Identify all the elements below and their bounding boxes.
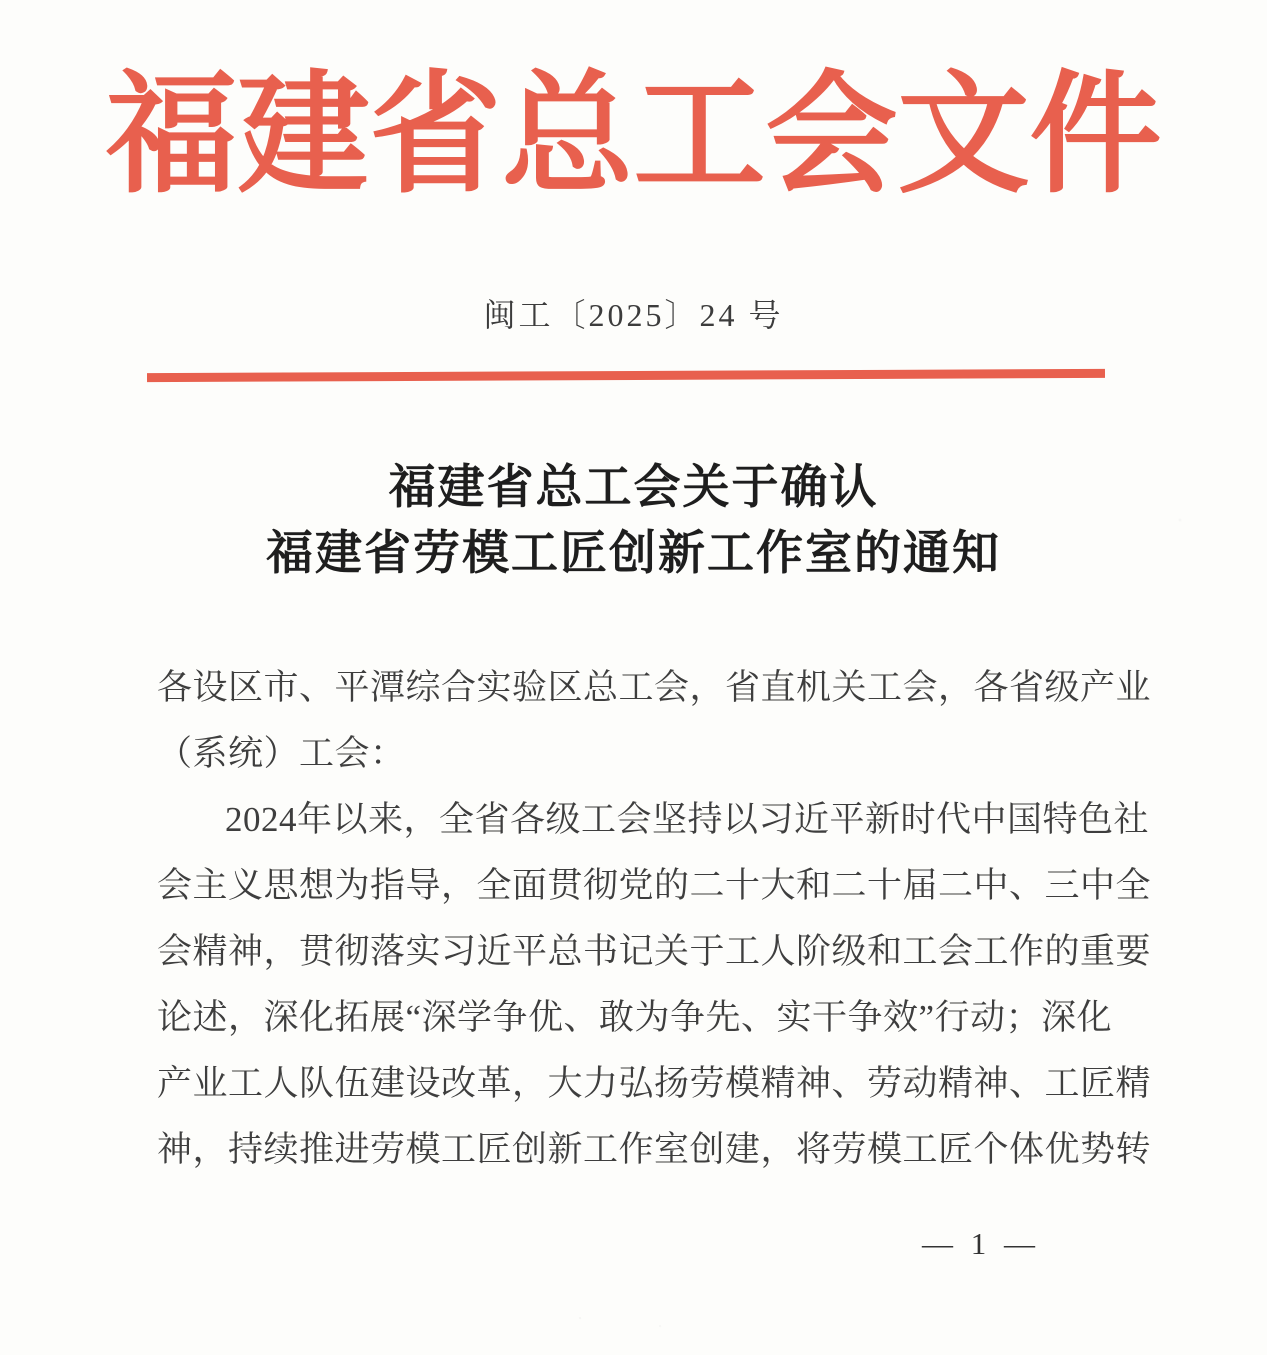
- red-separator-rule: [147, 369, 1105, 382]
- paragraph-line: 2024年以来，全省各级工会坚持以习近平新时代中国特色社: [225, 800, 1150, 839]
- page-number: — 1 —: [922, 1226, 1040, 1261]
- paragraph-line: 会精神，贯彻落实习近平总书记关于工人阶级和工会工作的重要: [157, 932, 1152, 971]
- letterhead-title: 福建省总工会文件: [105, 62, 1162, 209]
- paragraph-line: 产业工人队伍建设改革，大力弘扬劳模精神、劳动精神、工匠精: [157, 1064, 1152, 1103]
- salutation-line: 各设区市、平潭综合实验区总工会，省直机关工会，各省级产业: [157, 668, 1152, 707]
- document-number: 闽工〔2025〕24 号: [483, 297, 784, 333]
- notice-title-line2: 福建省劳模工匠创新工作室的通知: [266, 528, 1001, 580]
- notice-title: [0, 455, 1267, 587]
- paragraph-line: 会主义思想为指导，全面贯彻党的二十大和二十届二中、三中全: [157, 866, 1152, 905]
- body-text: [157, 655, 1152, 1183]
- notice-title-line1: 福建省总工会关于确认: [388, 462, 879, 514]
- salutation-line: （系统）工会：: [157, 734, 406, 773]
- paragraph-line: 论述，深化拓展“深学争优、敢为争先、实干争效”行动；深化: [157, 998, 1113, 1037]
- paragraph-line: 神，持续推进劳模工匠创新工作室创建，将劳模工匠个体优势转: [157, 1130, 1152, 1169]
